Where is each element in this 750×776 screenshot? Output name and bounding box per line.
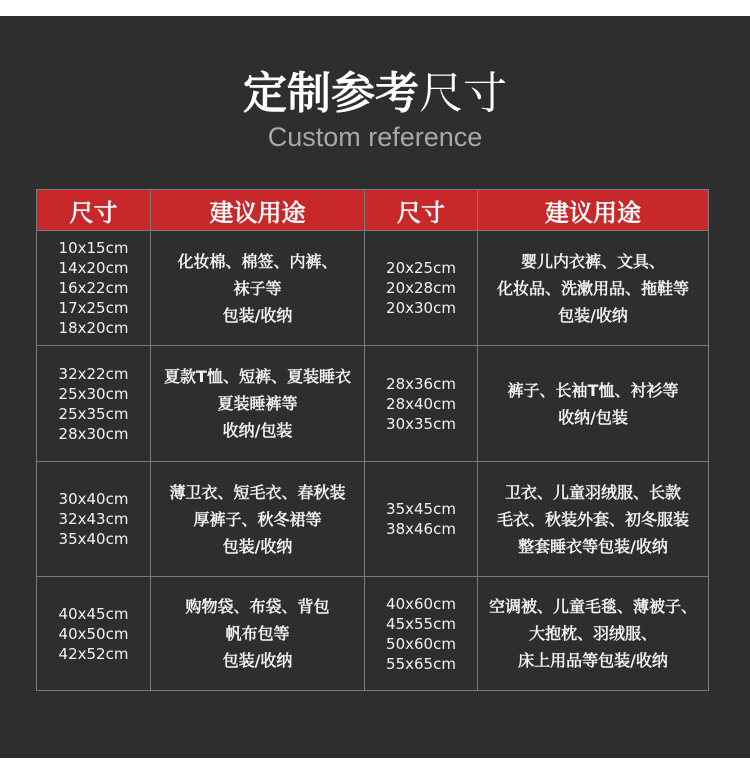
use-text: 空调被、儿童毛毯、薄被子、 [488,597,697,616]
size-value: 30x35cm [386,414,456,433]
use-cell [478,346,709,462]
size-value: 20x25cm [386,259,456,277]
size-cell [365,231,478,346]
use-text: 厚裤子、秋冬裙等 [193,509,322,529]
use-cell [478,462,709,577]
size-value: 16x22cm [58,279,129,297]
size-value: 35x45cm [386,500,456,518]
size-value: 45x55cm [386,614,456,633]
title-bold: 定制参考 [243,68,419,119]
size-value: 20x28cm [386,279,456,297]
use-text: 化妆棉、棉签、内裤、 [177,251,338,271]
size-value: 14x20cm [58,259,129,277]
use-text: 包装/收纳 [222,536,293,556]
use-text: 毛衣、秋装外套、初冬服装 [496,509,689,529]
size-cell [365,346,478,462]
size-value: 28x40cm [386,394,456,413]
size-value: 28x30cm [58,424,129,443]
size-cell [37,231,151,346]
use-cell [151,346,365,462]
size-value: 40x50cm [58,624,129,643]
use-text: 收纳/包装 [222,421,293,440]
size-cell [37,577,151,691]
use-text: 购物袋、布袋、背包 [185,597,330,616]
use-text: 卫衣、儿童羽绒服、长款 [504,482,681,502]
size-value: 55x65cm [386,654,456,673]
use-text: 薄卫衣、短毛衣、春秋装 [169,482,346,502]
use-text: 婴儿内衣裤、文具、 [520,251,665,271]
size-cell [37,462,151,577]
use-text: 帆布包等 [225,624,290,643]
size-cell [365,577,478,691]
use-cell [151,231,365,346]
size-value: 50x60cm [386,634,456,653]
size-value: 17x25cm [58,299,129,317]
use-text: 床上用品等包装/收纳 [518,651,668,670]
size-cell [365,462,478,577]
page-subtitle: Custom reference [267,122,483,152]
table-row [37,462,709,577]
use-text: 收纳/包装 [558,407,628,427]
table-header-row [37,190,709,231]
use-text: 袜子等 [233,278,282,298]
use-text: 夏装睡裤等 [217,394,298,413]
use-cell [151,577,365,691]
use-text: 包装/收纳 [222,305,293,325]
size-reference-table [36,189,709,691]
header-size-right: 尺寸 [365,190,478,231]
poster-canvas [0,16,750,758]
header-use-right: 建议用途 [478,190,709,231]
size-value: 32x22cm [58,364,129,383]
size-value: 40x60cm [386,594,456,613]
size-value: 20x30cm [386,299,456,317]
page-title [0,66,750,122]
size-value: 25x30cm [58,384,129,403]
size-value: 10x15cm [58,239,129,257]
use-text: 化妆品、洗漱用品、拖鞋等 [496,278,689,298]
size-value: 38x46cm [386,520,456,538]
size-value: 28x36cm [386,374,456,393]
size-value: 30x40cm [58,490,129,508]
table-row [37,231,709,346]
size-value: 35x40cm [58,530,129,548]
use-text: 包装/收纳 [222,651,293,670]
size-value: 25x35cm [58,404,129,423]
use-cell [151,462,365,577]
use-text: 夏款T恤、短裤、夏装睡衣 [164,367,351,386]
table-row [37,577,709,691]
table-row [37,346,709,462]
header-use-left: 建议用途 [151,190,365,231]
size-value: 18x20cm [58,319,129,337]
size-value: 32x43cm [58,510,129,528]
header-size-left: 尺寸 [37,190,151,231]
use-text: 整套睡衣等包装/收纳 [518,536,668,556]
use-text: 裤子、长袖T恤、衬衫等 [507,380,679,400]
size-value: 40x45cm [58,604,129,623]
use-text: 大抱枕、羽绒服、 [528,624,657,643]
use-cell [478,577,709,691]
title-light: 尺寸 [419,68,507,119]
size-value: 42x52cm [58,644,129,663]
size-cell [37,346,151,462]
use-cell [478,231,709,346]
use-text: 包装/收纳 [558,305,628,325]
